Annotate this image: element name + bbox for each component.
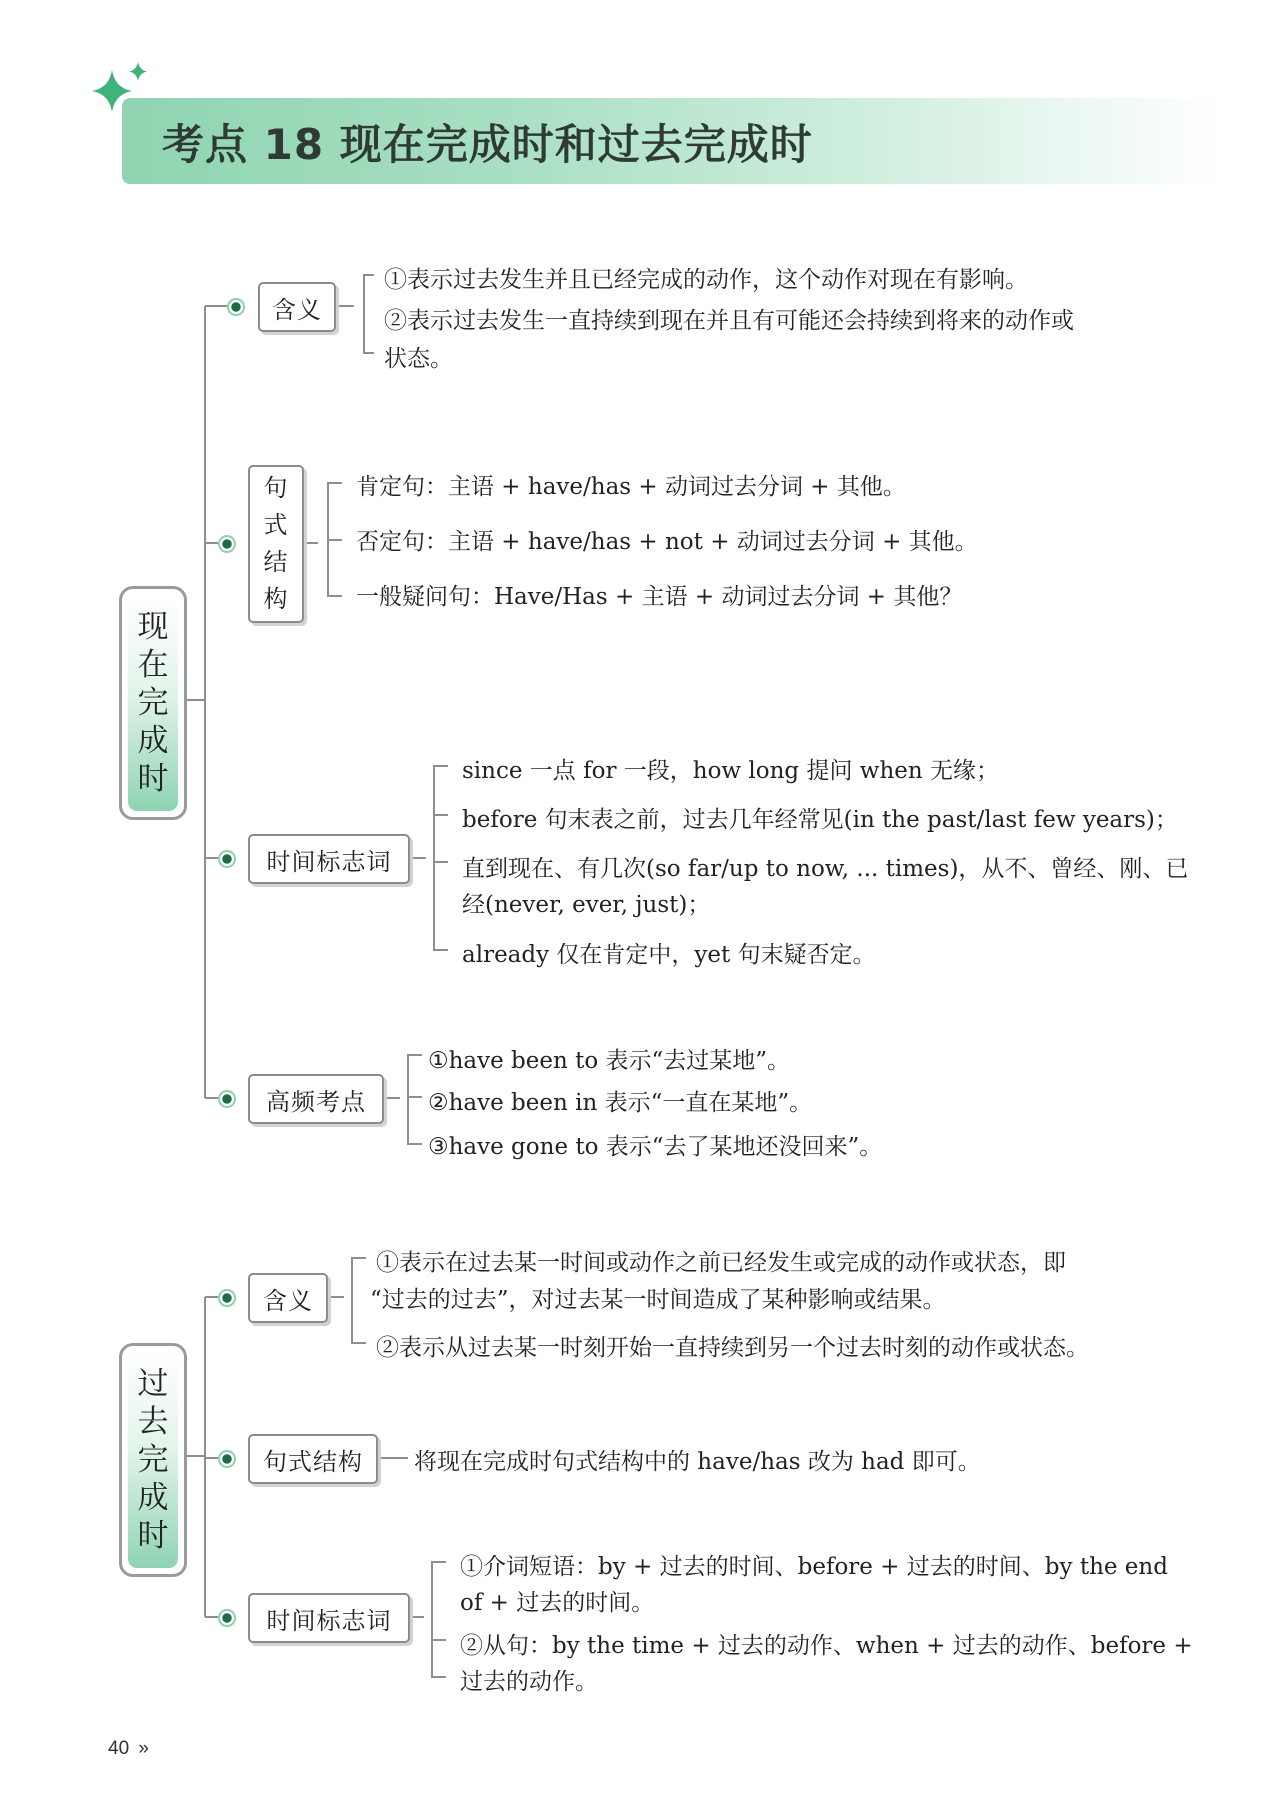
ppf-timewords-line-1: ①介词短语：by + 过去的时间、before + 过去的时间、by the end — [460, 1554, 1168, 1580]
root-past-perfect-char: 过 — [137, 1366, 169, 1402]
ppf-timewords-line-2: of + 过去的时间。 — [460, 1590, 655, 1616]
ppf-meaning-line-1: ①表示在过去某一时间或动作之前已经发生或完成的动作或状态，即 — [376, 1250, 1066, 1276]
page-arrow-icon: » — [138, 1738, 149, 1759]
bullet-dot — [227, 298, 245, 316]
bullet-dot — [218, 1609, 236, 1627]
ppf-structure-line: 将现在完成时句式结构中的 have/has 改为 had 即可。 — [414, 1449, 981, 1475]
pp-structure-affirmative: 肯定句：主语 + have/has + 动词过去分词 + 其他。 — [356, 474, 906, 500]
root-past-perfect-char: 成 — [137, 1480, 169, 1516]
bullet-dot — [218, 535, 236, 553]
node-pp-structure-char: 结 — [263, 548, 289, 576]
node-pp-structure — [248, 465, 304, 623]
root-past-perfect — [119, 1343, 187, 1577]
bullet-dot — [218, 1289, 236, 1307]
pp-structure-negative: 否定句：主语 + have/has + not + 动词过去分词 + 其他。 — [356, 529, 978, 555]
bracket-ppf-timewords — [432, 1562, 446, 1677]
node-ppf-timewords: 时间标志词 — [248, 1593, 410, 1643]
pp-structure-question: 一般疑问句：Have/Has + 主语 + 动词过去分词 + 其他？ — [356, 584, 963, 610]
node-pp-structure-char: 式 — [263, 511, 289, 539]
bracket-pp-keypoints — [408, 1055, 422, 1144]
ppf-timewords-line-3: ②从句：by the time + 过去的动作、when + 过去的动作、before + — [460, 1633, 1193, 1659]
node-ppf-structure: 句式结构 — [248, 1434, 378, 1484]
node-pp-timewords: 时间标志词 — [248, 834, 410, 884]
pp-keypoint-3: ③have gone to 表示“去了某地还没回来”。 — [428, 1134, 883, 1160]
pp-timewords-line-4: 经(never, ever, just)； — [462, 892, 711, 918]
root-present-perfect-char: 时 — [137, 761, 169, 797]
root-present-perfect-char: 现 — [137, 609, 169, 645]
root-present-perfect — [119, 586, 187, 820]
root-past-perfect-char: 完 — [137, 1442, 169, 1478]
pp-keypoint-1: ①have been to 表示“去过某地”。 — [428, 1048, 791, 1074]
pp-meaning-line-1: ①表示过去发生并且已经完成的动作，这个动作对现在有影响。 — [384, 267, 1028, 293]
pp-keypoint-2: ②have been in 表示“一直在某地”。 — [428, 1090, 813, 1116]
node-ppf-meaning: 含义 — [248, 1273, 328, 1323]
node-pp-keypoints: 高频考点 — [248, 1074, 384, 1124]
page-title: 考点 18 现在完成时和过去完成时 — [162, 120, 813, 169]
node-pp-structure-char: 构 — [263, 585, 289, 613]
bracket-pp-timewords — [434, 766, 448, 950]
pp-timewords-line-2: before 句末表之前，过去几年经常见(in the past/last few years)； — [462, 807, 1178, 833]
ppf-timewords-line-4: 过去的动作。 — [460, 1669, 598, 1695]
page-footer — [108, 1738, 149, 1760]
bracket-pp-meaning — [364, 275, 374, 353]
bullet-dot — [218, 850, 236, 868]
pp-timewords-line-3: 直到现在、有几次(so far/up to now, ... times)，从不、曾经、刚、已 — [462, 856, 1189, 882]
root-present-perfect-char: 成 — [137, 723, 169, 759]
root-present-perfect-char: 在 — [137, 647, 169, 683]
pp-meaning-line-2: ②表示过去发生一直持续到现在并且有可能还会持续到将来的动作或 — [384, 308, 1074, 334]
root-past-perfect-char: 去 — [137, 1404, 169, 1440]
bracket-ppf-meaning — [352, 1258, 366, 1343]
bullet-dot — [218, 1090, 236, 1108]
pp-meaning-line-3: 状态。 — [384, 346, 453, 372]
bullet-dot — [218, 1450, 236, 1468]
pp-timewords-line-5: already 仅在肯定中，yet 句末疑否定。 — [462, 942, 876, 968]
sparkle-icon — [84, 60, 154, 118]
pp-timewords-line-1: since 一点 for 一段，how long 提问 when 无缘； — [462, 758, 1000, 784]
node-pp-structure-char: 句 — [263, 474, 289, 502]
ppf-meaning-line-3: ②表示从过去某一时刻开始一直持续到另一个过去时刻的动作或状态。 — [376, 1335, 1089, 1361]
page-number: 40 — [108, 1738, 130, 1759]
root-present-perfect-char: 完 — [137, 685, 169, 721]
node-pp-meaning: 含义 — [258, 282, 336, 332]
root-past-perfect-char: 时 — [137, 1518, 169, 1554]
ppf-meaning-line-2: “过去的过去”，对过去某一时间造成了某种影响或结果。 — [370, 1287, 946, 1313]
